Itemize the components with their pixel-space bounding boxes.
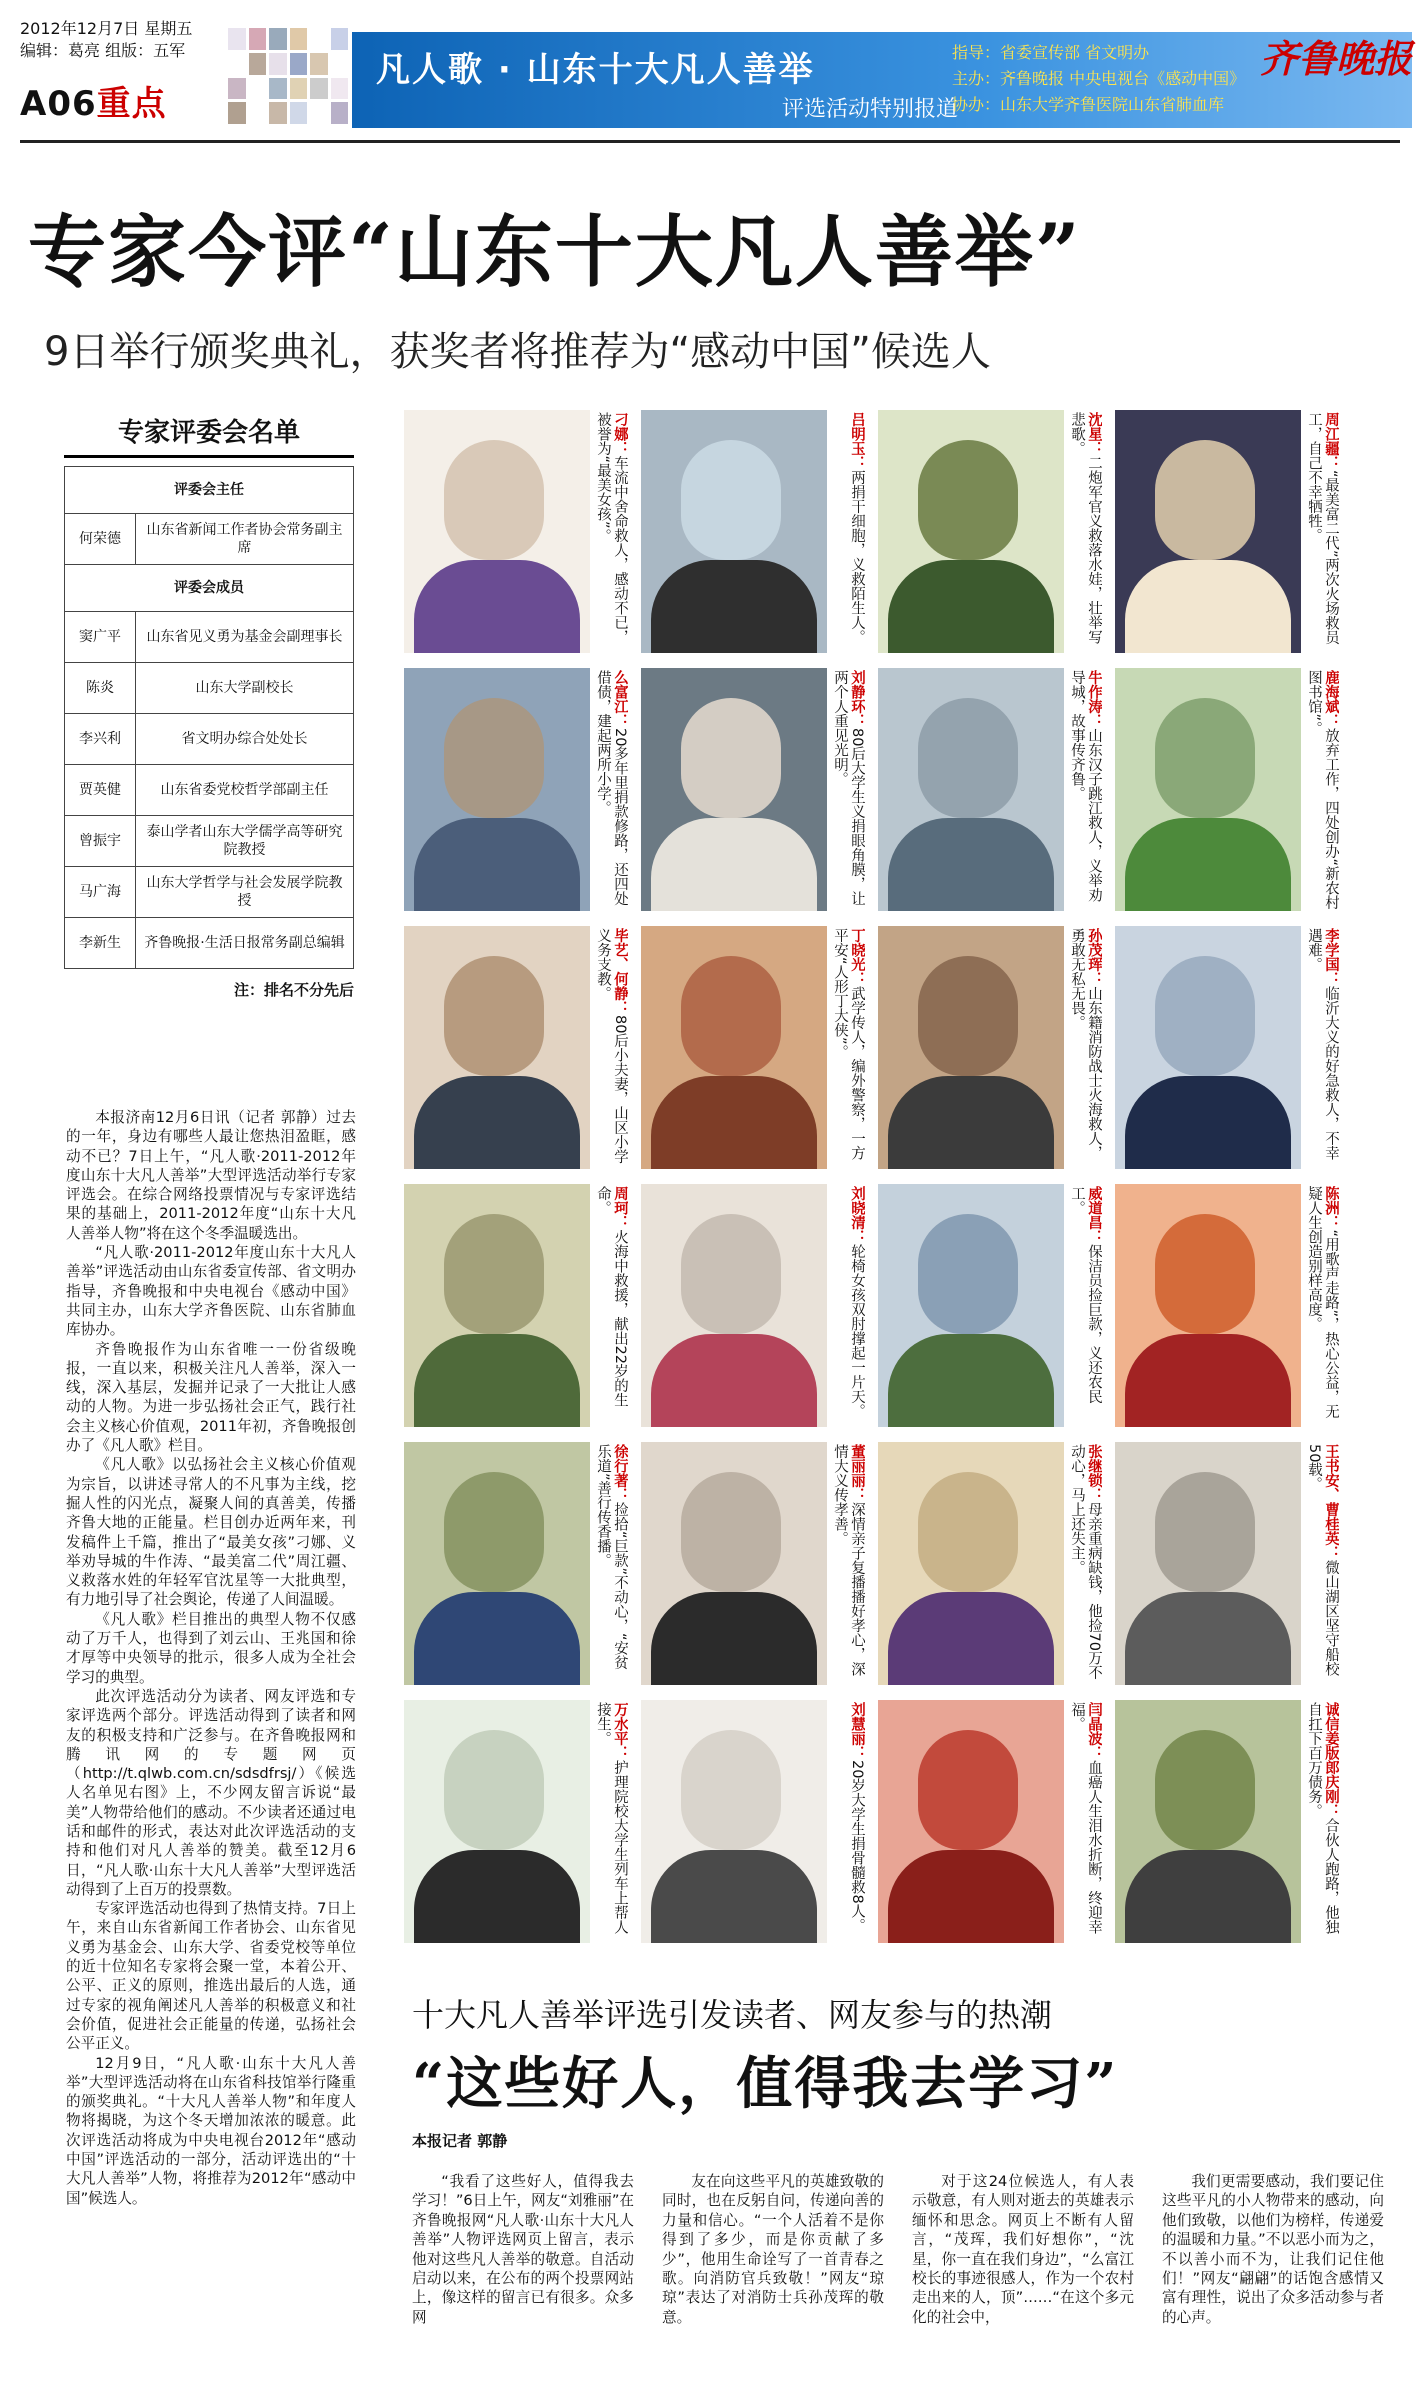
mosaic-tile [310, 28, 328, 50]
candidate-name: 鹿海斌： [1323, 670, 1339, 728]
photo-figure-body [651, 1850, 817, 1943]
committee-member-row [65, 765, 354, 816]
candidate-photo [1115, 1700, 1301, 1943]
candidate-name: 么富江： [612, 670, 628, 728]
bottom-column [1162, 2172, 1384, 2372]
mosaic-tile [228, 78, 246, 100]
candidate-caption [1303, 928, 1339, 1168]
mosaic-tile [269, 28, 287, 50]
candidate-card [404, 1700, 628, 1943]
candidate-card [1115, 1700, 1339, 1943]
banner-subtitle: 评选活动特别报道 [782, 97, 959, 122]
candidate-name: 张继锁： [1086, 1444, 1102, 1502]
candidate-description: 80后小夫妻，山区小学义务支教。 [595, 928, 628, 1164]
candidate-description: 临沂大义的好急救人，不幸遇难。 [1306, 928, 1339, 1160]
photo-figure-head [681, 1214, 781, 1334]
candidate-caption [829, 412, 865, 652]
committee-title: 专家评委会名单 [64, 412, 354, 458]
member-role: 山东省见义勇为基金会副理事长 [136, 612, 354, 663]
mosaic-tile [310, 78, 328, 100]
candidate-card [1115, 1442, 1339, 1685]
mosaic-tile [290, 53, 308, 75]
candidate-card [404, 926, 628, 1169]
committee-member-row [65, 816, 354, 867]
candidate-name: 王书安、曹桂英： [1323, 1444, 1339, 1560]
candidate-card [1115, 410, 1339, 653]
candidate-photo [1115, 668, 1301, 911]
photo-figure-head [444, 1214, 544, 1334]
candidate-caption [1303, 1702, 1339, 1942]
photo-figure-head [918, 1730, 1018, 1850]
page-number: A06 [20, 84, 97, 124]
committee-note: 注：排名不分先后 [233, 981, 354, 999]
candidate-caption [1066, 1444, 1102, 1684]
mosaic-tile [249, 53, 267, 75]
mosaic-tile [310, 53, 328, 75]
director-name: 何荣德 [65, 514, 136, 565]
section-name: 重点 [96, 84, 167, 124]
candidate-photo [878, 1442, 1064, 1685]
candidate-caption [1303, 412, 1339, 652]
bottom-paragraph: 对于这24位候选人，有人表示敬意，有人则对逝去的英雄表示缅怀和思念。网页上不断有人留言，“茂珲，我们好想你”，“沈星，你一直在我们身边”，“么富江校长的事迹很感人，作为一个农村走出来的人，顶”……“在这个多元化的社会中， [912, 2173, 1134, 2326]
photo-figure-body [888, 818, 1054, 911]
candidate-card [1115, 668, 1339, 911]
candidate-photo [641, 410, 827, 653]
candidate-caption [829, 1186, 865, 1426]
committee-head-members: 评委会成员 [65, 565, 354, 612]
candidate-caption [592, 1186, 628, 1426]
photo-figure-body [1125, 1334, 1291, 1427]
photo-figure-head [444, 1472, 544, 1592]
candidate-card [404, 410, 628, 653]
candidate-description: 山东籍消防战士火海救人，勇敢无私无畏。 [1069, 928, 1102, 1160]
candidate-description: 80后大学生义捐眼角膜，让两个人重见光明。 [832, 670, 865, 906]
member-role: 山东大学哲学与社会发展学院教授 [136, 867, 354, 918]
photo-figure-body [888, 1592, 1054, 1685]
photo-figure-body [651, 818, 817, 911]
bottom-kicker: 十大凡人善举评选引发读者、网友参与的热潮 [412, 1996, 1053, 2034]
mosaic-tile [269, 102, 287, 124]
main-article [66, 1108, 356, 2368]
committee-box [64, 412, 354, 1000]
photo-figure-body [888, 560, 1054, 653]
candidate-photo [878, 410, 1064, 653]
candidate-card [641, 1442, 865, 1685]
page-header [0, 0, 1417, 140]
candidate-card [641, 1184, 865, 1427]
candidate-photo [404, 1700, 590, 1943]
candidate-photo [641, 1442, 827, 1685]
candidate-name: 沈星： [1086, 412, 1102, 456]
mosaic-tile [290, 102, 308, 124]
committee-head-director: 评委会主任 [65, 467, 354, 514]
candidate-description: 微山湖区坚守船校50载。 [1306, 1444, 1339, 1676]
photo-figure-body [1125, 1592, 1291, 1685]
candidate-name: 孙茂珲： [1086, 928, 1102, 986]
committee-table [64, 466, 354, 969]
candidate-description: 车流中舍命救人，感动不已，被誉为“最美女孩”。 [595, 412, 628, 644]
committee-member-row [65, 612, 354, 663]
mosaic-tile [269, 78, 287, 100]
subheadline: 9日举行颁奖典礼，获奖者将推荐为“感动中国”候选人 [44, 329, 991, 375]
candidate-photo [1115, 1442, 1301, 1685]
candidate-name: 丁晓光： [849, 928, 865, 986]
committee-member-row [65, 918, 354, 969]
photo-figure-body [651, 1334, 817, 1427]
sponsor-host: 主办：齐鲁晚报 中央电视台《感动中国》 [952, 69, 1246, 88]
photo-figure-head [918, 1214, 1018, 1334]
photo-figure-body [414, 1334, 580, 1427]
candidate-name: 刘晓清： [849, 1186, 865, 1244]
bottom-paragraph: 友在向这些平凡的英雄致敬的同时，也在反躬自问，传递向善的力量和信心。“一个人活着不是你得到了多少，而是你贡献了多少”，他用生命诠写了一首青春之歌。向消防官兵致敬！”网友“琼琼”表达了对消防士兵孙茂珲的敬意。 [662, 2173, 884, 2326]
candidate-card [1115, 1184, 1339, 1427]
candidate-description: 母亲重病缺钱，他捡70万不动心，马上还失主。 [1069, 1444, 1102, 1680]
candidate-description: 护理院校大学生列车上帮人接生。 [595, 1702, 628, 1934]
candidate-caption [592, 1444, 628, 1684]
sponsors [952, 40, 1245, 118]
candidate-grid [404, 410, 1339, 1960]
candidate-photo [404, 1184, 590, 1427]
editors: 编辑：葛亮 组版：五军 [20, 41, 186, 60]
photo-figure-head [918, 440, 1018, 560]
candidate-photo [1115, 926, 1301, 1169]
member-name: 李新生 [65, 918, 136, 969]
member-role: 齐鲁晚报·生活日报常务副总编辑 [136, 918, 354, 969]
mosaic-tile [310, 102, 328, 124]
article-paragraph: 此次评选活动分为读者、网友评选和专家评选两个部分。评选活动得到了读者和网友的积极支持和广泛参与。在齐鲁晚报网和腾讯网的专题网页（http://t.qlwb.com.cn/sdsdfrsj/）《候选人名单见右图》上，不少网友留言诉说“最美”人物带给他们的感动。不少读者还通过电话和邮件的形式，表达对此次评选活动的支持和他们对凡人善举的赞美。截至12月6日，“凡人歌·山东十大凡人善举”大型评选活动得到了上百万的投票数。 [66, 1687, 356, 1898]
article-paragraph: 齐鲁晚报作为山东省唯一一份省级晚报，一直以来，积极关注凡人善举，深入一线，深入基层，发掘并记录了一大批让人感动的人物。为进一步弘扬社会正气，践行社会主义核心价值观，2011年初，齐鲁晚报创办了《凡人歌》栏目。 [66, 1340, 356, 1455]
photo-figure-body [414, 560, 580, 653]
photo-figure-head [681, 440, 781, 560]
candidate-caption [1066, 670, 1102, 910]
bottom-column [662, 2172, 884, 2372]
candidate-description: 捡拾“巨款”不动心，“安贫乐道”善行传香播。 [595, 1444, 628, 1670]
photo-figure-body [1125, 1850, 1291, 1943]
candidate-description: 轮椅女孩双肘撑起一片天。 [849, 1244, 865, 1418]
candidate-name: 徐行著： [612, 1444, 628, 1502]
mosaic-tile [331, 53, 349, 75]
candidate-caption [829, 670, 865, 910]
candidate-description: “最美富二代”两次火场救员工，自己不幸牺牲。 [1306, 412, 1339, 645]
mosaic-tile [249, 78, 267, 100]
member-name: 陈炎 [65, 663, 136, 714]
bottom-byline: 本报记者 郭静 [412, 2132, 508, 2150]
candidate-card [641, 410, 865, 653]
candidate-caption [1303, 1186, 1339, 1426]
candidate-name: 刁娜： [612, 412, 628, 456]
photo-figure-head [681, 1730, 781, 1850]
candidate-description: 山东汉子跳江救人，义举劝导城，故事传齐鲁。 [1069, 670, 1102, 902]
bottom-column [412, 2172, 634, 2372]
photo-figure-head [1155, 1214, 1255, 1334]
photo-figure-body [888, 1334, 1054, 1427]
candidate-name: 董丽丽： [849, 1444, 865, 1502]
candidate-name: 吕明玉： [849, 412, 865, 470]
candidate-card [878, 1700, 1102, 1943]
photo-figure-head [918, 956, 1018, 1076]
candidate-description: “用歌声走路”，热心公益，无疑人生创造别样高度。 [1306, 1186, 1339, 1419]
member-name: 李兴利 [65, 714, 136, 765]
candidate-card [1115, 926, 1339, 1169]
candidate-name: 周珂： [612, 1186, 628, 1230]
candidate-name: 诚信姜版郎庆刚： [1323, 1702, 1339, 1818]
mosaic-tile [228, 53, 246, 75]
photo-figure-head [1155, 1730, 1255, 1850]
edition-meta [20, 18, 192, 62]
candidate-caption [592, 412, 628, 652]
divider [20, 140, 1400, 143]
member-role: 泰山学者山东大学儒学高等研究院教授 [136, 816, 354, 867]
candidate-card [641, 1700, 865, 1943]
member-role: 山东大学副校长 [136, 663, 354, 714]
candidate-description: 两捐干细胞，义救陌生人。 [849, 470, 865, 644]
member-role: 山东省委党校哲学部副主任 [136, 765, 354, 816]
candidate-caption [829, 1444, 865, 1684]
bottom-column [912, 2172, 1134, 2372]
candidate-description: 火海中救援，献出22岁的生命。 [595, 1186, 628, 1408]
article-paragraph: 《凡人歌》以弘扬社会主义核心价值观为宗旨，以讲述寻常人的不凡事为主线，挖掘人性的闪光点，凝聚人间的真善美，传播齐鲁大地的正能量。栏目创办近两年来，刊发稿件上千篇，推出了“最美女孩”刁娜、义举劝导城的牛作涛、“最美富二代”周江疆、义救落水姓的年轻军官沈星等一大批典型，有力地引导了社会舆论，传递了人间温暖。 [66, 1456, 356, 1609]
newspaper-logo: 齐鲁晚报 [1260, 36, 1413, 81]
mosaic-tile [290, 78, 308, 100]
candidate-photo [404, 410, 590, 653]
candidate-name: 万水平： [612, 1702, 628, 1760]
article-paragraph: “凡人歌·2011-2012年度山东十大凡人善举”评选活动由山东省委宣传部、省文明办指导，齐鲁晚报和中央电视台《感动中国》共同主办，山东大学齐鲁医院、山东省肺血库协办。 [66, 1244, 356, 1339]
candidate-name: 威道昌： [1086, 1186, 1102, 1244]
committee-member-row [65, 663, 354, 714]
portrait-mosaic-logo [228, 28, 348, 124]
mosaic-tile [290, 28, 308, 50]
member-role: 省文明办综合处处长 [136, 714, 354, 765]
member-name: 窦广平 [65, 612, 136, 663]
mosaic-tile [228, 28, 246, 50]
candidate-description: 合伙人跑路，他独自扛下百万债务。 [1306, 1702, 1339, 1934]
photo-figure-body [888, 1850, 1054, 1943]
photo-figure-body [414, 1592, 580, 1685]
mosaic-tile [331, 28, 349, 50]
candidate-caption [829, 1702, 865, 1942]
photo-figure-head [681, 1472, 781, 1592]
photo-figure-body [1125, 560, 1291, 653]
photo-figure-head [1155, 956, 1255, 1076]
candidate-caption [592, 670, 628, 910]
candidate-photo [404, 926, 590, 1169]
photo-figure-head [444, 440, 544, 560]
candidate-caption [1066, 1186, 1102, 1426]
candidate-caption [1066, 928, 1102, 1168]
photo-figure-head [1155, 698, 1255, 818]
member-name: 马广海 [65, 867, 136, 918]
photo-figure-body [1125, 1076, 1291, 1169]
photo-figure-head [1155, 1472, 1255, 1592]
candidate-name: 牛作涛： [1086, 670, 1102, 728]
photo-figure-head [1155, 440, 1255, 560]
candidate-description: 保洁员捡巨款，义还农民工。 [1069, 1186, 1102, 1404]
photo-figure-head [444, 956, 544, 1076]
bottom-paragraph: “我看了这些好人，值得我去学习！”6日上午，网友“刘雅丽”在齐鲁晚报网“凡人歌·山东十大凡人善举”人物评选网页上留言，表示他对这些凡人善举的敬意。自活动启动以来，在公布的两个投票网站上，像这样的留言已有很多。众多网 [412, 2173, 634, 2326]
candidate-photo [404, 1442, 590, 1685]
candidate-name: 刘慧丽： [849, 1702, 865, 1760]
photo-figure-body [414, 818, 580, 911]
sponsor-guidance: 指导：省委宣传部 省文明办 [952, 43, 1150, 62]
director-role: 山东省新闻工作者协会常务副主席 [136, 514, 354, 565]
photo-figure-body [651, 1592, 817, 1685]
main-headline: 专家今评“山东十大凡人善举” [28, 207, 1082, 298]
candidate-name: 闫晶波： [1086, 1702, 1102, 1760]
article-paragraph: 《凡人歌》栏目推出的典型人物不仅感动了万千人，也得到了刘云山、王兆国和徐才厚等中央领导的批示，很多人成为全社会学习的典型。 [66, 1610, 356, 1686]
candidate-description: 20岁大学生捐骨髓救8人。 [849, 1760, 865, 1933]
candidate-description: 20多年里捐款修路，还四处借债，建起两所小学。 [595, 670, 628, 906]
candidate-caption [829, 928, 865, 1168]
photo-figure-body [414, 1850, 580, 1943]
candidate-name: 刘静环： [849, 670, 865, 728]
mosaic-tile [331, 102, 349, 124]
candidate-description: 放弃工作，四处创办“新农村图书馆”。 [1306, 670, 1339, 910]
candidate-name: 毕艺、何静： [612, 928, 628, 1015]
candidate-card [878, 1184, 1102, 1427]
candidate-photo [1115, 1184, 1301, 1427]
mosaic-tile [331, 78, 349, 100]
photo-figure-body [414, 1076, 580, 1169]
candidate-card [878, 668, 1102, 911]
candidate-card [641, 926, 865, 1169]
candidate-photo [641, 1184, 827, 1427]
article-paragraph: 12月9日，“凡人歌·山东十大凡人善举”大型评选活动将在山东省科技馆举行隆重的颁奖典礼。“十大凡人善举人物”和年度人物将揭晓，为这个冬天增加浓浓的暖意。此次评选活动将成为中央电视台2012年“感动中国”评选活动的一部分，活动评选出的“十大凡人善举”人物，将推荐为2012年“感动中国”候选人。 [66, 2054, 356, 2207]
candidate-caption [1066, 1702, 1102, 1942]
committee-member-row [65, 867, 354, 918]
photo-figure-head [918, 698, 1018, 818]
candidate-card [878, 926, 1102, 1169]
candidate-photo [878, 1700, 1064, 1943]
photo-figure-head [681, 956, 781, 1076]
candidate-caption [592, 928, 628, 1168]
mosaic-tile [269, 53, 287, 75]
series-banner [352, 32, 1412, 128]
candidate-description: 武学传人，编外警察，一方平安“人形丁大侠”。 [832, 928, 865, 1160]
candidate-card [404, 668, 628, 911]
candidate-photo [404, 668, 590, 911]
candidate-photo [1115, 410, 1301, 653]
candidate-caption [1066, 412, 1102, 652]
candidate-description: 二炮军官义救落水娃，壮举写悲歌。 [1069, 412, 1102, 644]
candidate-caption [592, 1702, 628, 1942]
candidate-name: 陈洲： [1323, 1186, 1339, 1230]
candidate-photo [878, 926, 1064, 1169]
mosaic-tile [228, 102, 246, 124]
photo-figure-head [444, 1730, 544, 1850]
candidate-caption [1303, 670, 1339, 910]
committee-member-row [65, 714, 354, 765]
sponsor-co-host: 协办：山东大学齐鲁医院山东省肺血库 [952, 95, 1225, 114]
candidate-card [404, 1184, 628, 1427]
candidate-description: 血癌人生泪水折断，终迎幸福。 [1069, 1702, 1102, 1934]
member-name: 曾振宇 [65, 816, 136, 867]
candidate-card [641, 668, 865, 911]
candidate-description: 深情亲子复播播好孝心，深情大义传孝善。 [832, 1444, 865, 1676]
candidate-name: 李学国： [1323, 928, 1339, 986]
candidate-photo [878, 668, 1064, 911]
mosaic-tile [249, 28, 267, 50]
candidate-photo [641, 926, 827, 1169]
candidate-photo [641, 668, 827, 911]
candidate-card [404, 1442, 628, 1685]
member-name: 贾英健 [65, 765, 136, 816]
bottom-paragraph: 我们更需要感动，我们要记住这些平凡的小人物带来的感动，向他们致敬，以他们为榜样，传递爱的温暖和力量。”不以恶小而为之，不以善小而不为，让我们记住他们！”网友“翩翩”的话饱含感情又富有理性，说出了众多活动参与者的心声。 [1162, 2173, 1384, 2326]
article-paragraph: 本报济南12月6日讯（记者 郭静）过去的一年，身边有哪些人最让您热泪盈眶，感动不已？7日上午，“凡人歌·2011-2012年度山东十大凡人善举”大型评选活动举行专家评选会。在综合网络投票情况与专家评选结果的基础上，2011-2012年度“山东十大凡人善举人物”将在这个冬季温暖选出。 [66, 1109, 356, 1242]
candidate-photo [878, 1184, 1064, 1427]
photo-figure-head [681, 698, 781, 818]
photo-figure-body [651, 1076, 817, 1169]
issue-date: 2012年12月7日 星期五 [20, 19, 193, 38]
candidate-caption [1303, 1444, 1339, 1684]
photo-figure-head [918, 1472, 1018, 1592]
candidate-card [878, 1442, 1102, 1685]
candidate-photo [641, 1700, 827, 1943]
mosaic-tile [249, 102, 267, 124]
bottom-headline: “这些好人，值得我去学习” [412, 2051, 1119, 2117]
banner-title: 凡人歌 · 山东十大凡人善举 [376, 50, 815, 90]
candidate-name: 周江疆： [1323, 412, 1339, 470]
photo-figure-body [888, 1076, 1054, 1169]
photo-figure-body [1125, 818, 1291, 911]
article-paragraph: 专家评选活动也得到了热情支持。7日上午，来自山东省新闻工作者协会、山东省见义勇为基金会、山东大学、省委党校等单位的近十位知名专家将会聚一堂，本着公开、公平、正义的原则，推选出最后的人选，通过专家的视角阐述凡人善举的积极意义和社会价值，促进社会正能量的传递，弘扬社会公平正义。 [66, 1900, 356, 2053]
photo-figure-head [444, 698, 544, 818]
candidate-card [878, 410, 1102, 653]
section-label [20, 76, 167, 125]
photo-figure-body [651, 560, 817, 653]
